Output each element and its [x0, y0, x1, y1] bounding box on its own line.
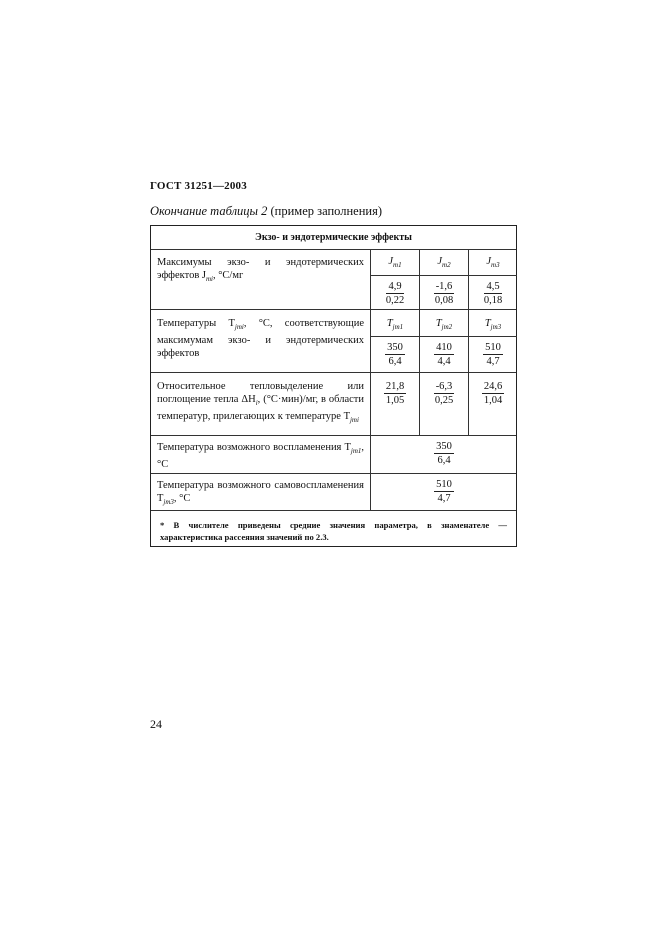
caption-italic: Окончание таблицы 2 [150, 204, 268, 218]
column-head: $T_{jm1}$ [386, 318, 404, 332]
caption-plain: (пример заполнения) [267, 204, 383, 218]
column-head: $J_{m1}$ [388, 256, 402, 270]
standard-header: ГОСТ 31251—2003 [150, 180, 247, 192]
value-cell [468, 373, 517, 435]
row-label: Максимумы экзо- и эндотермических эффектов $J_{mi}$, °С/мг [157, 257, 364, 284]
value-fraction: $\frac{21,8}{1,05}$ [385, 381, 405, 406]
value-fraction: $\frac{24,6}{1,04}$ [483, 381, 503, 406]
column-head: $T_{jm2}$ [435, 318, 453, 332]
value-fraction: $\frac{-1,6}{0,08}$ [434, 281, 454, 306]
table-title-row [151, 226, 516, 250]
effects-table [150, 225, 517, 547]
value-fraction: $\frac{4,5}{0,18}$ [483, 281, 503, 306]
table-row-self-ignition [151, 474, 516, 511]
page-number: 24 [150, 717, 162, 731]
table-footnote [151, 511, 516, 547]
value-cell [419, 250, 468, 309]
value-cell [370, 310, 419, 372]
value-fraction: $\frac{510}{4,7}$ [485, 342, 501, 367]
value-cell [468, 250, 517, 309]
value-fraction: $\frac{510}{4,7}$ [436, 479, 452, 504]
table-row-ignition [151, 436, 516, 474]
value-cell [370, 474, 517, 510]
value-cell [419, 373, 468, 435]
value-cell [419, 310, 468, 372]
column-head: $J_{m3}$ [486, 256, 500, 270]
table-caption [150, 204, 382, 219]
column-head: $T_{jm3}$ [484, 318, 502, 332]
value-cell [468, 310, 517, 372]
value-cell [370, 373, 419, 435]
column-head: $J_{m2}$ [437, 256, 451, 270]
value-cell [370, 250, 419, 309]
row-label: Относительное тепловыделение или поглощение тепла $\Delta H_i$, (°С·мин)/мг, в области температур, прилегающих к температуре $T_{jmi}$ [157, 381, 364, 425]
footnote-text: * В числителе приведены средние значения параметра, в знаменателе — характеристика рассеяния значений по 2.3. [160, 520, 507, 542]
value-fraction: $\frac{-6,3}{0,25}$ [434, 381, 454, 406]
row-label: Температура возможного воспламенения $T_{jm1}$, °С [157, 442, 364, 471]
table-row-maxima [151, 250, 516, 310]
value-fraction: $\frac{350}{6,4}$ [436, 441, 452, 466]
table-title: Экзо- и эндотермические эффекты [255, 232, 412, 243]
table-row-heat [151, 373, 516, 436]
value-fraction: $\frac{350}{6,4}$ [387, 342, 403, 367]
value-cell [370, 436, 517, 473]
table-row-temperatures [151, 310, 516, 373]
row-label: Температуры $T_{jmi}$, °С, соответствующие максимумам экзо- и эндотермических эффектов [157, 318, 364, 360]
value-fraction: $\frac{410}{4,4}$ [436, 342, 452, 367]
row-label: Температура возможного самовоспламенения $T_{jm3}$, °С [157, 480, 364, 507]
value-fraction: $\frac{4,9}{0,22}$ [385, 281, 405, 306]
